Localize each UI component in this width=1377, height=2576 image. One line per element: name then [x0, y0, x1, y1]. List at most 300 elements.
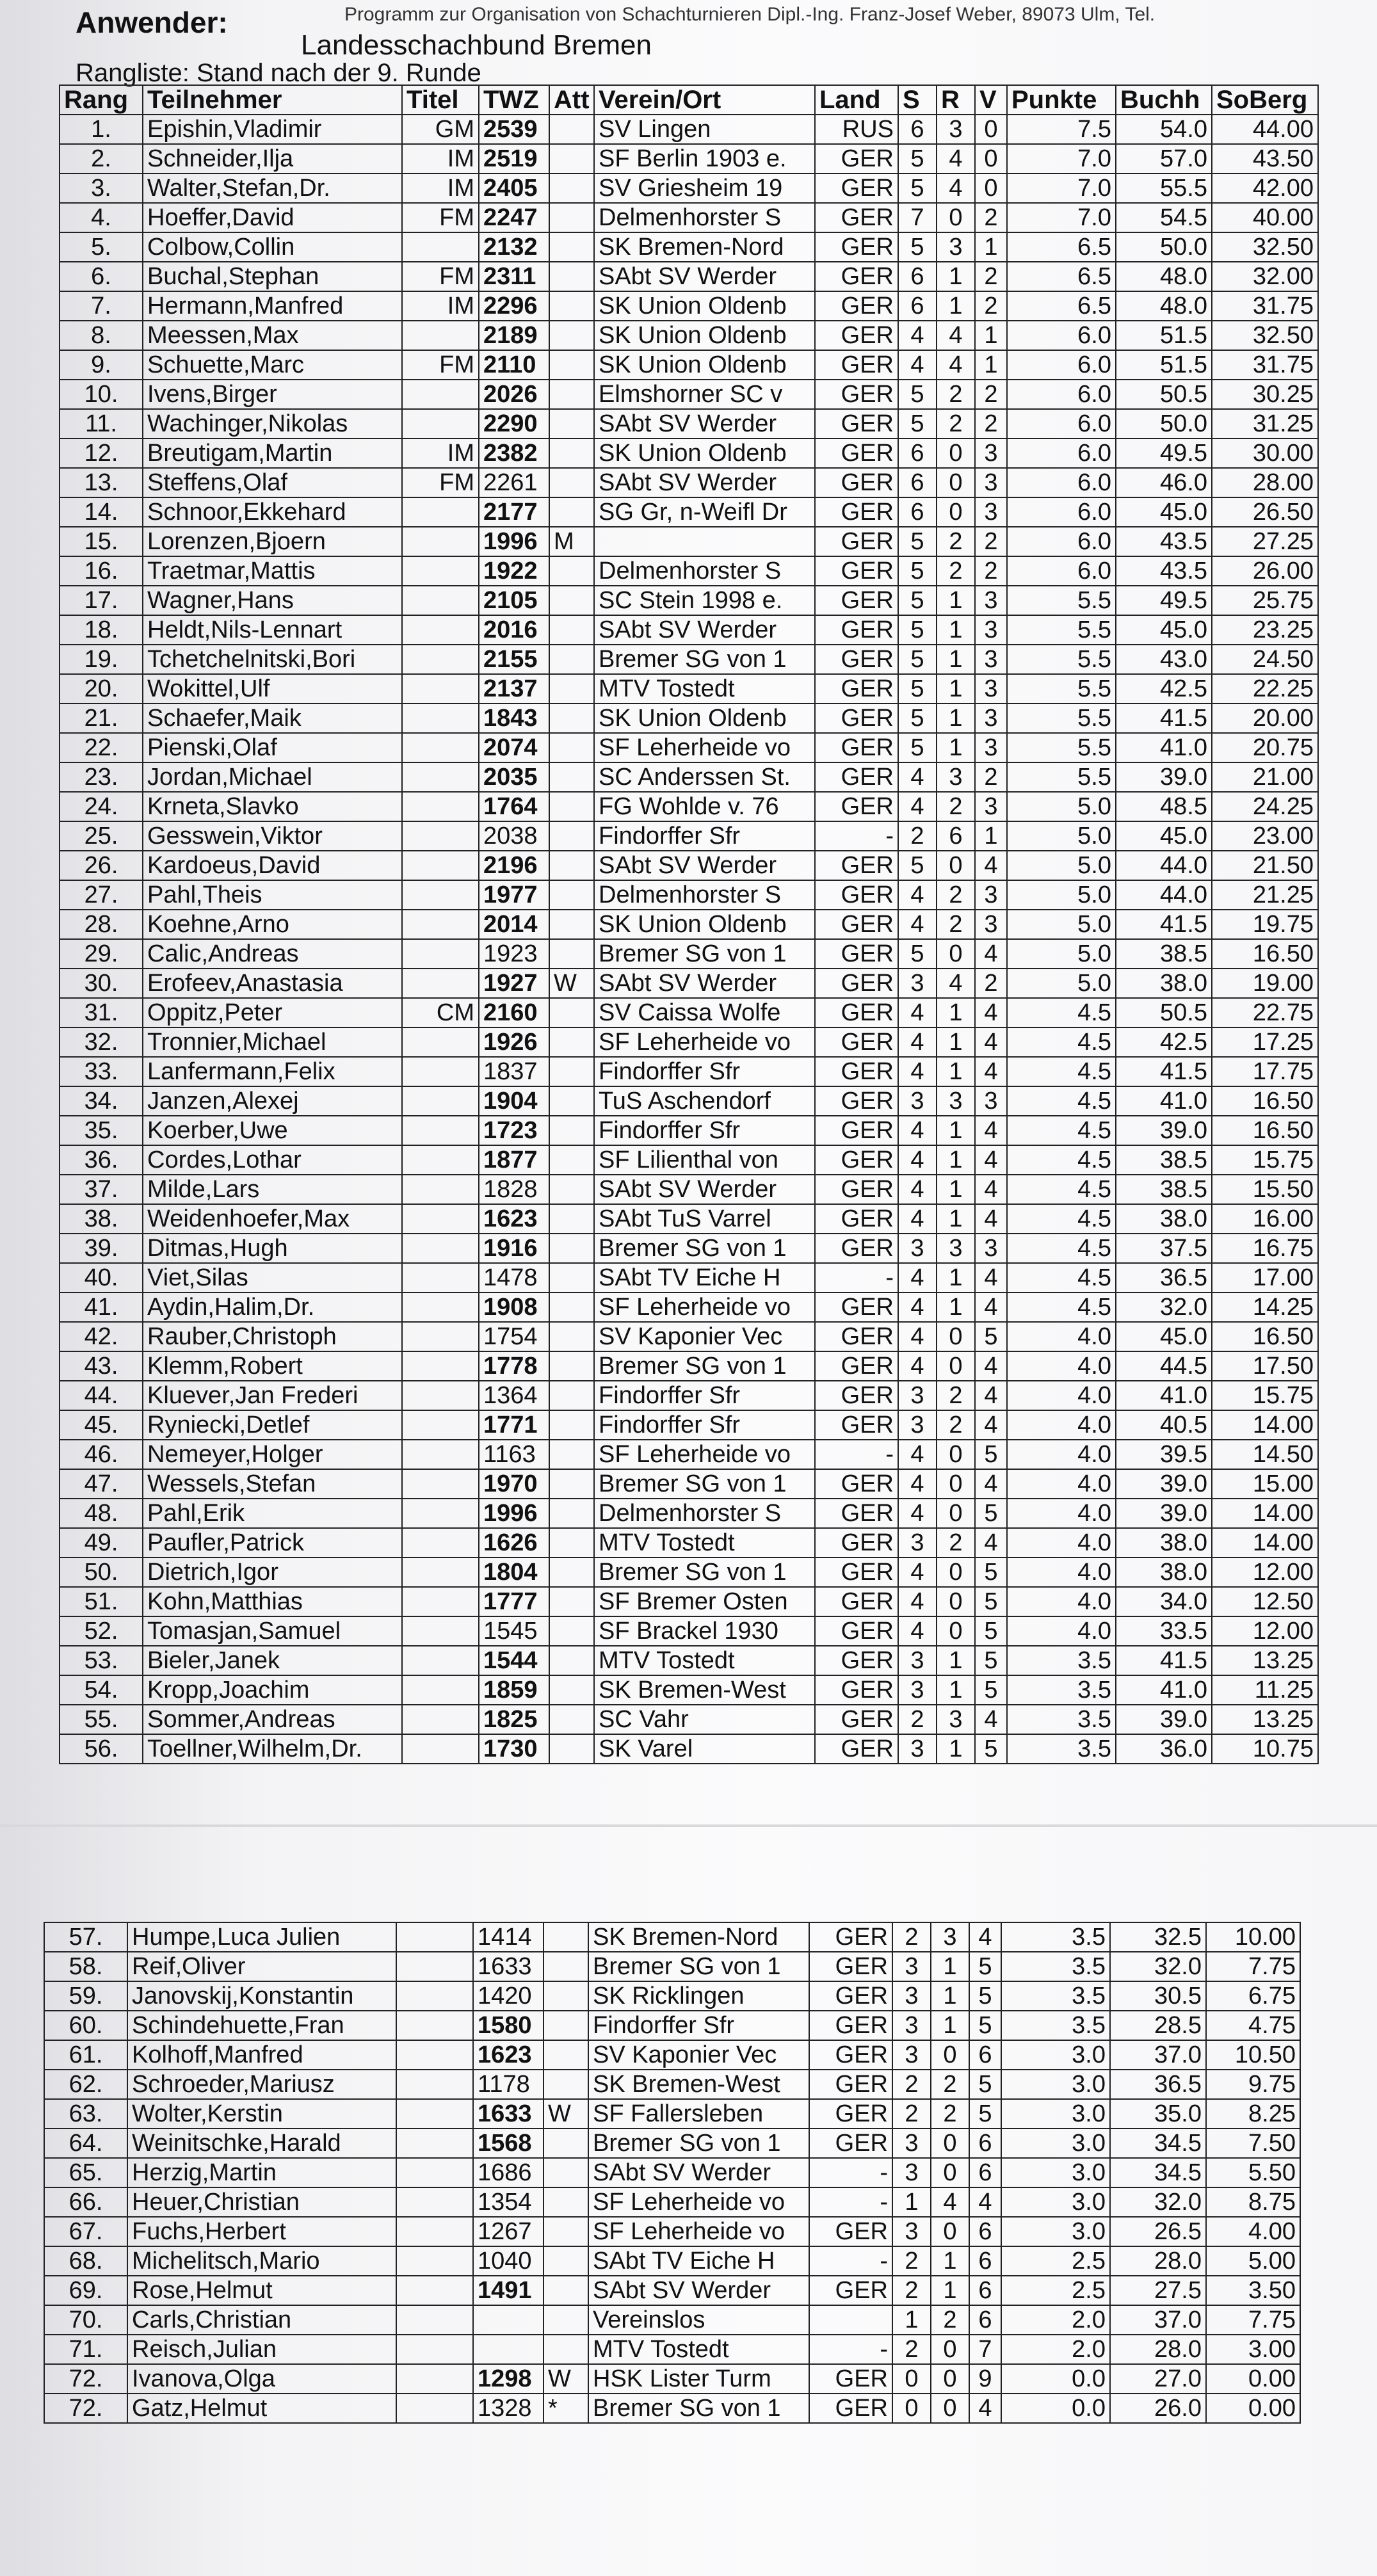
cell-verein: SAbt SV Werder — [594, 851, 815, 880]
cell-buchholz: 32.0 — [1110, 2187, 1206, 2217]
cell-teilnehmer: Lanfermann,Felix — [143, 1057, 402, 1086]
cell-buchholz: 48.0 — [1116, 262, 1212, 291]
table-row — [60, 792, 1318, 821]
cell-verein: Bremer SG von 1 — [588, 2394, 809, 2423]
cell-land: - — [809, 2246, 892, 2276]
cell-twz: 1754 — [479, 1322, 549, 1351]
cell-verluste: 5 — [975, 1616, 1007, 1646]
cell-rang: 27. — [60, 880, 143, 910]
cell-punkte: 4.0 — [1007, 1528, 1116, 1558]
cell-rang: 66. — [44, 2187, 127, 2217]
cell-att — [549, 1675, 594, 1705]
cell-att — [549, 792, 594, 821]
cell-land: GER — [815, 527, 898, 556]
table-row — [44, 2276, 1300, 2305]
cell-sonneborn-berger: 32.00 — [1212, 262, 1318, 291]
cell-att — [549, 1558, 594, 1587]
cell-remis: 6 — [937, 821, 975, 851]
cell-titel — [402, 645, 479, 674]
cell-siege: 4 — [898, 1322, 937, 1351]
cell-titel — [402, 1646, 479, 1675]
cell-rang: 49. — [60, 1528, 143, 1558]
cell-siege: 5 — [898, 704, 937, 733]
cell-sonneborn-berger: 17.00 — [1212, 1263, 1318, 1292]
cell-rang: 54. — [60, 1675, 143, 1705]
cell-verein: SAbt SV Werder — [594, 615, 815, 645]
cell-att — [549, 232, 594, 262]
cell-twz: 1420 — [473, 1981, 544, 2011]
cell-sonneborn-berger: 19.75 — [1212, 910, 1318, 939]
cell-verein: SK Union Oldenb — [594, 910, 815, 939]
cell-land: GER — [809, 2040, 892, 2070]
cell-remis: 1 — [937, 1292, 975, 1322]
cell-att — [549, 380, 594, 409]
cell-remis: 3 — [937, 1234, 975, 1263]
cell-twz — [473, 2305, 544, 2335]
cell-titel — [402, 321, 479, 350]
cell-siege: 4 — [898, 321, 937, 350]
cell-buchholz: 27.0 — [1110, 2364, 1206, 2394]
cell-rang: 12. — [60, 439, 143, 468]
cell-twz: 1859 — [479, 1675, 549, 1705]
cell-twz: 1163 — [479, 1440, 549, 1469]
cell-twz: 1478 — [479, 1263, 549, 1292]
cell-siege: 5 — [898, 851, 937, 880]
cell-verein: SK Bremen-Nord — [588, 1922, 809, 1952]
cell-buchholz: 28.0 — [1110, 2246, 1206, 2276]
col-r: R — [937, 85, 975, 115]
cell-teilnehmer: Gatz,Helmut — [127, 2394, 396, 2423]
cell-land: GER — [815, 1204, 898, 1234]
cell-siege: 2 — [892, 2099, 931, 2129]
cell-punkte: 3.5 — [1007, 1675, 1116, 1705]
cell-land: GER — [815, 350, 898, 380]
cell-siege: 4 — [898, 762, 937, 792]
cell-siege: 3 — [892, 2040, 931, 2070]
cell-rang: 43. — [60, 1351, 143, 1381]
cell-siege: 3 — [892, 2011, 931, 2040]
cell-siege: 2 — [892, 2246, 931, 2276]
cell-rang: 64. — [44, 2129, 127, 2158]
table-row — [60, 1528, 1318, 1558]
cell-remis: 1 — [937, 733, 975, 762]
cell-verein: SF Leherheide vo — [588, 2217, 809, 2246]
cell-siege: 5 — [898, 674, 937, 704]
cell-land: GER — [809, 2129, 892, 2158]
cell-twz: 1730 — [479, 1734, 549, 1764]
cell-verluste: 5 — [969, 2099, 1001, 2129]
cell-att — [549, 1145, 594, 1175]
cell-sonneborn-berger: 40.00 — [1212, 203, 1318, 232]
cell-remis: 1 — [931, 2246, 969, 2276]
cell-siege: 5 — [898, 939, 937, 969]
cell-att — [549, 1204, 594, 1234]
cell-land: GER — [815, 792, 898, 821]
cell-land: GER — [815, 1322, 898, 1351]
cell-att — [544, 2335, 588, 2364]
cell-teilnehmer: Meessen,Max — [143, 321, 402, 350]
cell-verein: SK Union Oldenb — [594, 350, 815, 380]
cell-titel — [402, 1499, 479, 1528]
cell-att — [549, 586, 594, 615]
cell-land: GER — [815, 1646, 898, 1675]
cell-remis: 0 — [937, 1558, 975, 1587]
cell-att — [549, 821, 594, 851]
cell-punkte: 3.0 — [1001, 2217, 1110, 2246]
cell-verluste: 2 — [975, 969, 1007, 998]
cell-buchholz: 44.0 — [1116, 880, 1212, 910]
cell-buchholz: 39.5 — [1116, 1440, 1212, 1469]
cell-punkte: 5.5 — [1007, 645, 1116, 674]
cell-punkte: 4.5 — [1007, 1292, 1116, 1322]
table-header-row — [60, 85, 1318, 115]
cell-rang: 20. — [60, 674, 143, 704]
cell-buchholz: 27.5 — [1110, 2276, 1206, 2305]
cell-punkte: 3.0 — [1001, 2129, 1110, 2158]
cell-twz: 1778 — [479, 1351, 549, 1381]
cell-verein: SF Leherheide vo — [594, 1027, 815, 1057]
cell-titel — [402, 497, 479, 527]
cell-buchholz: 39.0 — [1116, 1499, 1212, 1528]
cell-buchholz: 45.0 — [1116, 1322, 1212, 1351]
cell-siege: 4 — [898, 1145, 937, 1175]
cell-punkte: 3.5 — [1007, 1646, 1116, 1675]
cell-land: GER — [809, 2217, 892, 2246]
cell-land: GER — [815, 1734, 898, 1764]
cell-att — [549, 762, 594, 792]
cell-land: GER — [815, 262, 898, 291]
cell-titel — [402, 1322, 479, 1351]
cell-sonneborn-berger: 8.25 — [1206, 2099, 1300, 2129]
cell-sonneborn-berger: 21.00 — [1212, 762, 1318, 792]
cell-twz: 2074 — [479, 733, 549, 762]
cell-land: GER — [815, 1057, 898, 1086]
cell-land: GER — [815, 1705, 898, 1734]
cell-remis: 4 — [937, 321, 975, 350]
table-row — [44, 2099, 1300, 2129]
cell-teilnehmer: Steffens,Olaf — [143, 468, 402, 497]
cell-sonneborn-berger: 14.50 — [1212, 1440, 1318, 1469]
cell-remis: 1 — [937, 1646, 975, 1675]
cell-verluste: 4 — [975, 1410, 1007, 1440]
table-row — [44, 2364, 1300, 2394]
cell-att — [544, 2158, 588, 2187]
cell-verein: SAbt SV Werder — [594, 409, 815, 439]
cell-rang: 56. — [60, 1734, 143, 1764]
cell-remis: 0 — [937, 1587, 975, 1616]
cell-siege: 4 — [898, 1292, 937, 1322]
cell-siege: 3 — [898, 1086, 937, 1116]
cell-verein: Bremer SG von 1 — [594, 1469, 815, 1499]
table-row — [60, 1292, 1318, 1322]
cell-twz: 1904 — [479, 1086, 549, 1116]
cell-buchholz: 38.0 — [1116, 1558, 1212, 1587]
cell-twz — [473, 2335, 544, 2364]
cell-verluste: 9 — [969, 2364, 1001, 2394]
cell-twz: 1771 — [479, 1410, 549, 1440]
cell-land: RUS — [815, 115, 898, 144]
table-row — [60, 1734, 1318, 1764]
cell-sonneborn-berger: 31.25 — [1212, 409, 1318, 439]
cell-rang: 52. — [60, 1616, 143, 1646]
cell-remis: 2 — [937, 409, 975, 439]
cell-verluste: 3 — [975, 880, 1007, 910]
cell-att — [549, 350, 594, 380]
cell-rang: 68. — [44, 2246, 127, 2276]
cell-verluste: 4 — [975, 851, 1007, 880]
cell-remis: 2 — [937, 1410, 975, 1440]
cell-verein: MTV Tostedt — [594, 674, 815, 704]
cell-titel — [402, 1086, 479, 1116]
cell-verluste: 5 — [975, 1646, 1007, 1675]
cell-remis: 2 — [937, 880, 975, 910]
cell-twz: 2160 — [479, 998, 549, 1027]
cell-punkte: 5.0 — [1007, 880, 1116, 910]
cell-land: GER — [815, 1086, 898, 1116]
cell-rang: 19. — [60, 645, 143, 674]
cell-att — [549, 1440, 594, 1469]
cell-siege: 3 — [892, 2217, 931, 2246]
cell-land: GER — [815, 144, 898, 173]
cell-teilnehmer: Janzen,Alexej — [143, 1086, 402, 1116]
cell-buchholz: 46.0 — [1116, 468, 1212, 497]
cell-remis: 0 — [931, 2364, 969, 2394]
cell-att — [549, 115, 594, 144]
cell-buchholz: 35.0 — [1110, 2099, 1206, 2129]
cell-remis: 1 — [937, 615, 975, 645]
cell-land: GER — [815, 439, 898, 468]
cell-remis: 3 — [937, 115, 975, 144]
cell-verein: MTV Tostedt — [588, 2335, 809, 2364]
cell-teilnehmer: Heuer,Christian — [127, 2187, 396, 2217]
cell-titel: IM — [402, 144, 479, 173]
table-row — [60, 321, 1318, 350]
cell-verluste: 2 — [975, 380, 1007, 409]
cell-att — [549, 1528, 594, 1558]
cell-verein: SK Union Oldenb — [594, 439, 815, 468]
cell-siege: 3 — [892, 1981, 931, 2011]
table-row — [60, 1175, 1318, 1204]
cell-titel — [402, 409, 479, 439]
cell-teilnehmer: Rauber,Christoph — [143, 1322, 402, 1351]
cell-buchholz: 32.5 — [1110, 1922, 1206, 1952]
cell-titel: FM — [402, 350, 479, 380]
cell-land: - — [815, 1440, 898, 1469]
cell-remis: 1 — [937, 1734, 975, 1764]
cell-twz: 2014 — [479, 910, 549, 939]
cell-twz: 1877 — [479, 1145, 549, 1175]
page-divider — [0, 1824, 1377, 1827]
cell-teilnehmer: Tchetchelnitski,Bori — [143, 645, 402, 674]
cell-land: GER — [815, 321, 898, 350]
cell-verluste: 4 — [969, 1922, 1001, 1952]
col-teilnehmer: Teilnehmer — [143, 85, 402, 115]
cell-verluste: 4 — [975, 998, 1007, 1027]
cell-land: GER — [809, 1981, 892, 2011]
col-v: V — [975, 85, 1007, 115]
cell-buchholz: 41.5 — [1116, 910, 1212, 939]
cell-att — [549, 1616, 594, 1646]
cell-sonneborn-berger: 6.75 — [1206, 1981, 1300, 2011]
cell-punkte: 7.5 — [1007, 115, 1116, 144]
cell-buchholz: 48.0 — [1116, 291, 1212, 321]
cell-titel — [402, 1410, 479, 1440]
cell-twz: 1580 — [473, 2011, 544, 2040]
cell-siege: 4 — [898, 1351, 937, 1381]
cell-land: GER — [815, 380, 898, 409]
cell-buchholz: 38.5 — [1116, 939, 1212, 969]
cell-rang: 36. — [60, 1145, 143, 1175]
cell-siege: 3 — [892, 1952, 931, 1981]
cell-sonneborn-berger: 14.00 — [1212, 1528, 1318, 1558]
cell-verein: SF Leherheide vo — [588, 2187, 809, 2217]
cell-verein: SK Varel — [594, 1734, 815, 1764]
cell-land: GER — [815, 1234, 898, 1263]
cell-verein: SC Anderssen St. — [594, 762, 815, 792]
cell-sonneborn-berger: 27.25 — [1212, 527, 1318, 556]
cell-sonneborn-berger: 17.50 — [1212, 1351, 1318, 1381]
cell-punkte: 4.0 — [1007, 1616, 1116, 1646]
cell-twz: 1354 — [473, 2187, 544, 2217]
cell-siege: 5 — [898, 144, 937, 173]
cell-rang: 59. — [44, 1981, 127, 2011]
table-row — [60, 1469, 1318, 1499]
cell-att — [544, 1922, 588, 1952]
cell-land: GER — [815, 586, 898, 615]
table-row — [60, 1646, 1318, 1675]
cell-remis: 1 — [931, 2011, 969, 2040]
cell-punkte: 5.0 — [1007, 792, 1116, 821]
cell-att — [549, 1734, 594, 1764]
cell-twz: 1623 — [479, 1204, 549, 1234]
table-row — [60, 1263, 1318, 1292]
cell-rang: 3. — [60, 173, 143, 203]
table-row — [60, 880, 1318, 910]
cell-siege: 6 — [898, 468, 937, 497]
table-row — [60, 645, 1318, 674]
table-row — [60, 762, 1318, 792]
cell-twz: 1908 — [479, 1292, 549, 1322]
cell-buchholz: 55.5 — [1116, 173, 1212, 203]
table-row — [60, 1499, 1318, 1528]
table-row — [60, 556, 1318, 586]
cell-siege: 5 — [898, 380, 937, 409]
cell-remis: 2 — [937, 1381, 975, 1410]
cell-teilnehmer: Schneider,Ilja — [143, 144, 402, 173]
cell-twz: 2296 — [479, 291, 549, 321]
cell-rang: 2. — [60, 144, 143, 173]
cell-punkte: 3.5 — [1001, 1981, 1110, 2011]
cell-titel — [402, 1234, 479, 1263]
cell-sonneborn-berger: 26.50 — [1212, 497, 1318, 527]
cell-sonneborn-berger: 10.75 — [1212, 1734, 1318, 1764]
cell-remis: 2 — [937, 556, 975, 586]
cell-buchholz: 38.0 — [1116, 969, 1212, 998]
cell-buchholz: 37.5 — [1116, 1234, 1212, 1263]
cell-punkte: 5.0 — [1007, 851, 1116, 880]
cell-buchholz: 39.0 — [1116, 1116, 1212, 1145]
cell-rang: 55. — [60, 1705, 143, 1734]
table-row — [44, 2129, 1300, 2158]
cell-att — [549, 262, 594, 291]
cell-verluste: 4 — [975, 1469, 1007, 1499]
cell-sonneborn-berger: 28.00 — [1212, 468, 1318, 497]
cell-sonneborn-berger: 44.00 — [1212, 115, 1318, 144]
cell-att — [549, 910, 594, 939]
cell-rang: 72. — [44, 2394, 127, 2423]
cell-verein: SAbt SV Werder — [594, 262, 815, 291]
table-row — [60, 615, 1318, 645]
cell-verein: SK Union Oldenb — [594, 291, 815, 321]
cell-sonneborn-berger: 0.00 — [1206, 2394, 1300, 2423]
cell-buchholz: 42.5 — [1116, 674, 1212, 704]
table-row — [44, 2070, 1300, 2099]
cell-verluste: 5 — [975, 1499, 1007, 1528]
cell-verluste: 4 — [969, 2394, 1001, 2423]
cell-land: - — [809, 2187, 892, 2217]
cell-land: GER — [815, 1675, 898, 1705]
cell-punkte: 6.0 — [1007, 468, 1116, 497]
cell-buchholz: 28.5 — [1110, 2011, 1206, 2040]
cell-punkte: 4.5 — [1007, 1204, 1116, 1234]
cell-rang: 58. — [44, 1952, 127, 1981]
cell-sonneborn-berger: 10.00 — [1206, 1922, 1300, 1952]
cell-land: GER — [815, 615, 898, 645]
cell-verein: Findorffer Sfr — [594, 1381, 815, 1410]
cell-att — [544, 2217, 588, 2246]
cell-siege: 4 — [898, 1558, 937, 1587]
ranking-table-page2 — [44, 1922, 1301, 2424]
cell-verein: SK Bremen-West — [594, 1675, 815, 1705]
cell-twz: 2311 — [479, 262, 549, 291]
cell-siege: 5 — [898, 586, 937, 615]
cell-buchholz: 48.5 — [1116, 792, 1212, 821]
cell-twz: 2290 — [479, 409, 549, 439]
cell-att — [549, 998, 594, 1027]
cell-land — [809, 2305, 892, 2335]
cell-rang: 17. — [60, 586, 143, 615]
cell-teilnehmer: Pahl,Theis — [143, 880, 402, 910]
cell-siege: 0 — [892, 2364, 931, 2394]
cell-titel — [402, 1587, 479, 1616]
cell-verein: MTV Tostedt — [594, 1646, 815, 1675]
cell-twz: 2016 — [479, 615, 549, 645]
table-row — [44, 2158, 1300, 2187]
cell-land: GER — [815, 1292, 898, 1322]
cell-teilnehmer: Schroeder,Mariusz — [127, 2070, 396, 2099]
cell-teilnehmer: Cordes,Lothar — [143, 1145, 402, 1175]
cell-att — [544, 2305, 588, 2335]
program-line: Programm zur Organisation von Schachturnieren Dipl.-Ing. Franz-Josef Weber, 89073 Ulm, Tel. — [344, 4, 1156, 25]
cell-buchholz: 45.0 — [1116, 497, 1212, 527]
cell-teilnehmer: Kardoeus,David — [143, 851, 402, 880]
cell-verein: Delmenhorster S — [594, 556, 815, 586]
cell-titel — [402, 1263, 479, 1292]
cell-teilnehmer: Jordan,Michael — [143, 762, 402, 792]
cell-verluste: 3 — [975, 704, 1007, 733]
cell-siege: 3 — [898, 1646, 937, 1675]
cell-att — [549, 497, 594, 527]
cell-sonneborn-berger: 32.50 — [1212, 232, 1318, 262]
cell-sonneborn-berger: 8.75 — [1206, 2187, 1300, 2217]
cell-verein: Delmenhorster S — [594, 203, 815, 232]
cell-verluste: 4 — [975, 1705, 1007, 1734]
cell-verluste: 6 — [969, 2276, 1001, 2305]
cell-att — [549, 1587, 594, 1616]
cell-twz: 1633 — [473, 2099, 544, 2129]
cell-titel — [402, 1381, 479, 1410]
cell-sonneborn-berger: 17.25 — [1212, 1027, 1318, 1057]
